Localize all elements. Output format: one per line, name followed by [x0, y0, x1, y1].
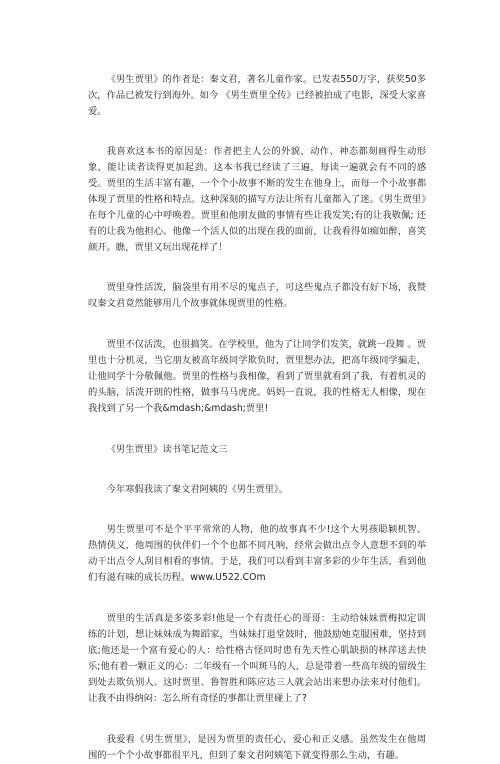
paragraph-colorful-life: 贾里的生活真是多姿多彩!他是一个有责任心的哥哥：主动给妹妹贾梅拟定训练的计划，想让妹妹成为舞蹈家，当妹妹打退堂鼓时，他鼓励她克服困难，坚持到底;他还是一个富有爱心的人：给性格古怪同时患有先天性心肌缺损的林萍送去快乐;他有着一颗正义的心：二年级有一个叫斑马的人，总是带着一些高年级的留级生到处去欺负别人。这时贾里、鲁智胜和陈应达三人就会站出来想办法来对付他们。让我不由得纳闷：怎么所有奇怪的事都让贾里碰上了?: [88, 613, 426, 704]
paragraph-conclusion: 我爱看《男生贾里》，是因为贾里的责任心，爱心和正义感。虽然发生在他周围的一个个小故事都很平凡，但到了秦文君阿姨笔下就变得那么生动，有趣。: [88, 734, 426, 761]
paragraph-funny: 贾里不仅活泼，也很搞笑。在学校里，他为了让同学们发笑，就跳一段舞 。贾里也十分机灵，当它朋友被高年级同学欺负时，贾里想办法，把高年级同学骗走，让他同学十分敬佩他。贾里的性格与我相像，看到了贾里就看到了我，有着机灵的的头脑，活泼开朗的性格，做事马马虎虎。妈妈一直说，我的性格无人相像，现在我找到了另一个我&mdash;&mdash;贾里!: [88, 339, 426, 414]
section-heading: 《男生贾里》读书笔记范文三: [106, 444, 228, 455]
paragraph-author-intro: 《男生贾里》的作者是：秦文君，著名儿童作家。已发表550万字，获奖50多次，作品已被发行到海外。如今 《男生贾里全传》已经被拍成了电影，深受大家喜爱。: [88, 74, 426, 117]
document-body: [88, 72, 426, 764]
paragraph-jiali-character: 男生贾里可不是个平平常常的人物，他的故事真不少!这个大男孩聪颖机智、热情侠义，他周围的伙伴们一个个也都不同凡响，经常会做出点令人意想不到的举动干出点令人刮目相看的事情。于是，我们可以看到丰富多彩的少年生活，看到他们有滋有味的成长历程。www.U522.COm: [88, 524, 426, 583]
paragraph-reasons: 我喜欢这本书的原因是：作者把主人公的外貌、动作、神态都刻画得生动形象，能让读者读得更加起劲。这本书我已经读了三遍，每读一遍就会有不同的感受。贾里的生活丰富有趣，一个个小故事不断的发生在他身上，而每一个小故事都体现了贾里的性格和特点。这种深刻的描写方法让所有儿童都入了迷。《男生贾里》在每个儿童的心中呼唤着。贾里和他朋友做的事情有些让我发笑;有的让我敬佩; 还有的让我为他担心。他像一个活人似的出现在我的面前，让我看得如痴如醉，喜笑颜开。瞧，贾里又玩出现花样了！: [88, 146, 426, 253]
paragraph-personality: 贾里身性活泼，脑袋里有用不尽的鬼点子，可这些鬼点子都没有好下场，我赞叹秦文君竟然能够用几个故事就体现贾里的性格。: [88, 282, 426, 309]
paragraph-winter-reading: 今年寒假我读了秦文君阿姨的《男生贾里》。: [106, 484, 288, 495]
